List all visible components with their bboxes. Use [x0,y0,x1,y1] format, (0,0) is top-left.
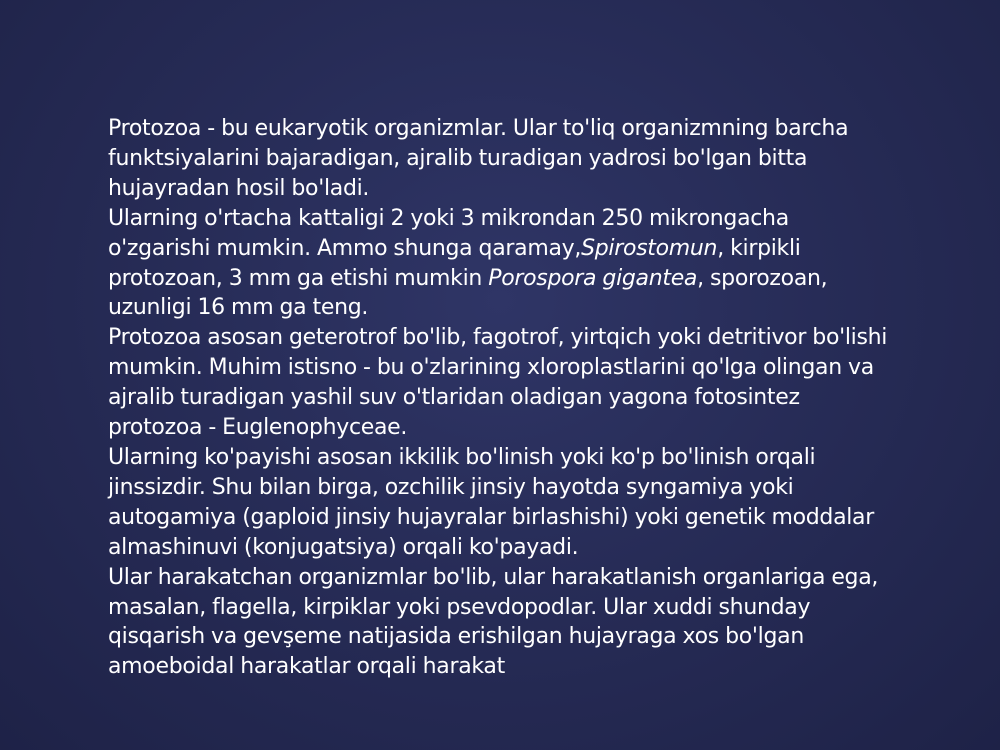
paragraph-nutrition [108,323,888,443]
paragraph-movement [108,563,888,683]
paragraph-text: Ular harakatchan organizmlar bo'lib, ular harakatlanish organlariga ega, masalan, flagella, kirpiklar yoki psevdopodlar. Ular xuddi shunday qisqarish va gevşeme natijasida erishilgan hujayraga xos bo'lgan amoeboidal harakatlar orqali harakat [108,564,879,680]
paragraph-text: Protozoa asosan geterotrof bo'lib, fagotrof, yirtqich yoki detritivor bo'lishi mumkin. Muhim istisno - bu o'zlarining xloroplastlarini qo'lga olingan va ajralib turadigan yashil suv o'tlaridan oladigan yagona fotosintez protozoa - Euglenophyceae. [108,325,888,441]
paragraph-text: Protozoa - bu eukaryotik organizmlar. Ular to'liq organizmning barcha funktsiyalarini bajaradigan, ajralib turadigan yadrosi bo'lgan bitta hujayradan hosil bo'ladi. [108,116,849,201]
paragraph-text: Ularning ko'payishi asosan ikkilik bo'linish yoki ko'p bo'linish orqali jinssizdir. Shu bilan birga, ozchilik jinsiy hayotda syngamiya yoki autogamiya (gaploid jinsiy hujayralar birlashishi) yoki genetik moddalar almashinuvi (konjugatsiya) orqali ko'payadi. [108,444,874,560]
paragraph-protozoa-definition [108,114,888,204]
species-name-porospora: Porospora gigantea [488,265,698,291]
paragraph-size [108,204,888,324]
species-name-spirostomum: Spirostomun [581,235,718,261]
paragraph-text: Ularning o'rtacha kattaligi 2 yoki 3 mikrondan 250 mikrongacha o'zgarishi mumkin. Ammo shunga qaramay, [108,205,789,261]
paragraph-reproduction [108,443,888,563]
slide-body-text [108,114,888,682]
paragraph-text: , kirpikli protozoan, 3 mm ga etishi mumkin [108,235,801,291]
paragraph-text: , sporozoan, uzunligi 16 mm ga teng. [108,265,828,321]
